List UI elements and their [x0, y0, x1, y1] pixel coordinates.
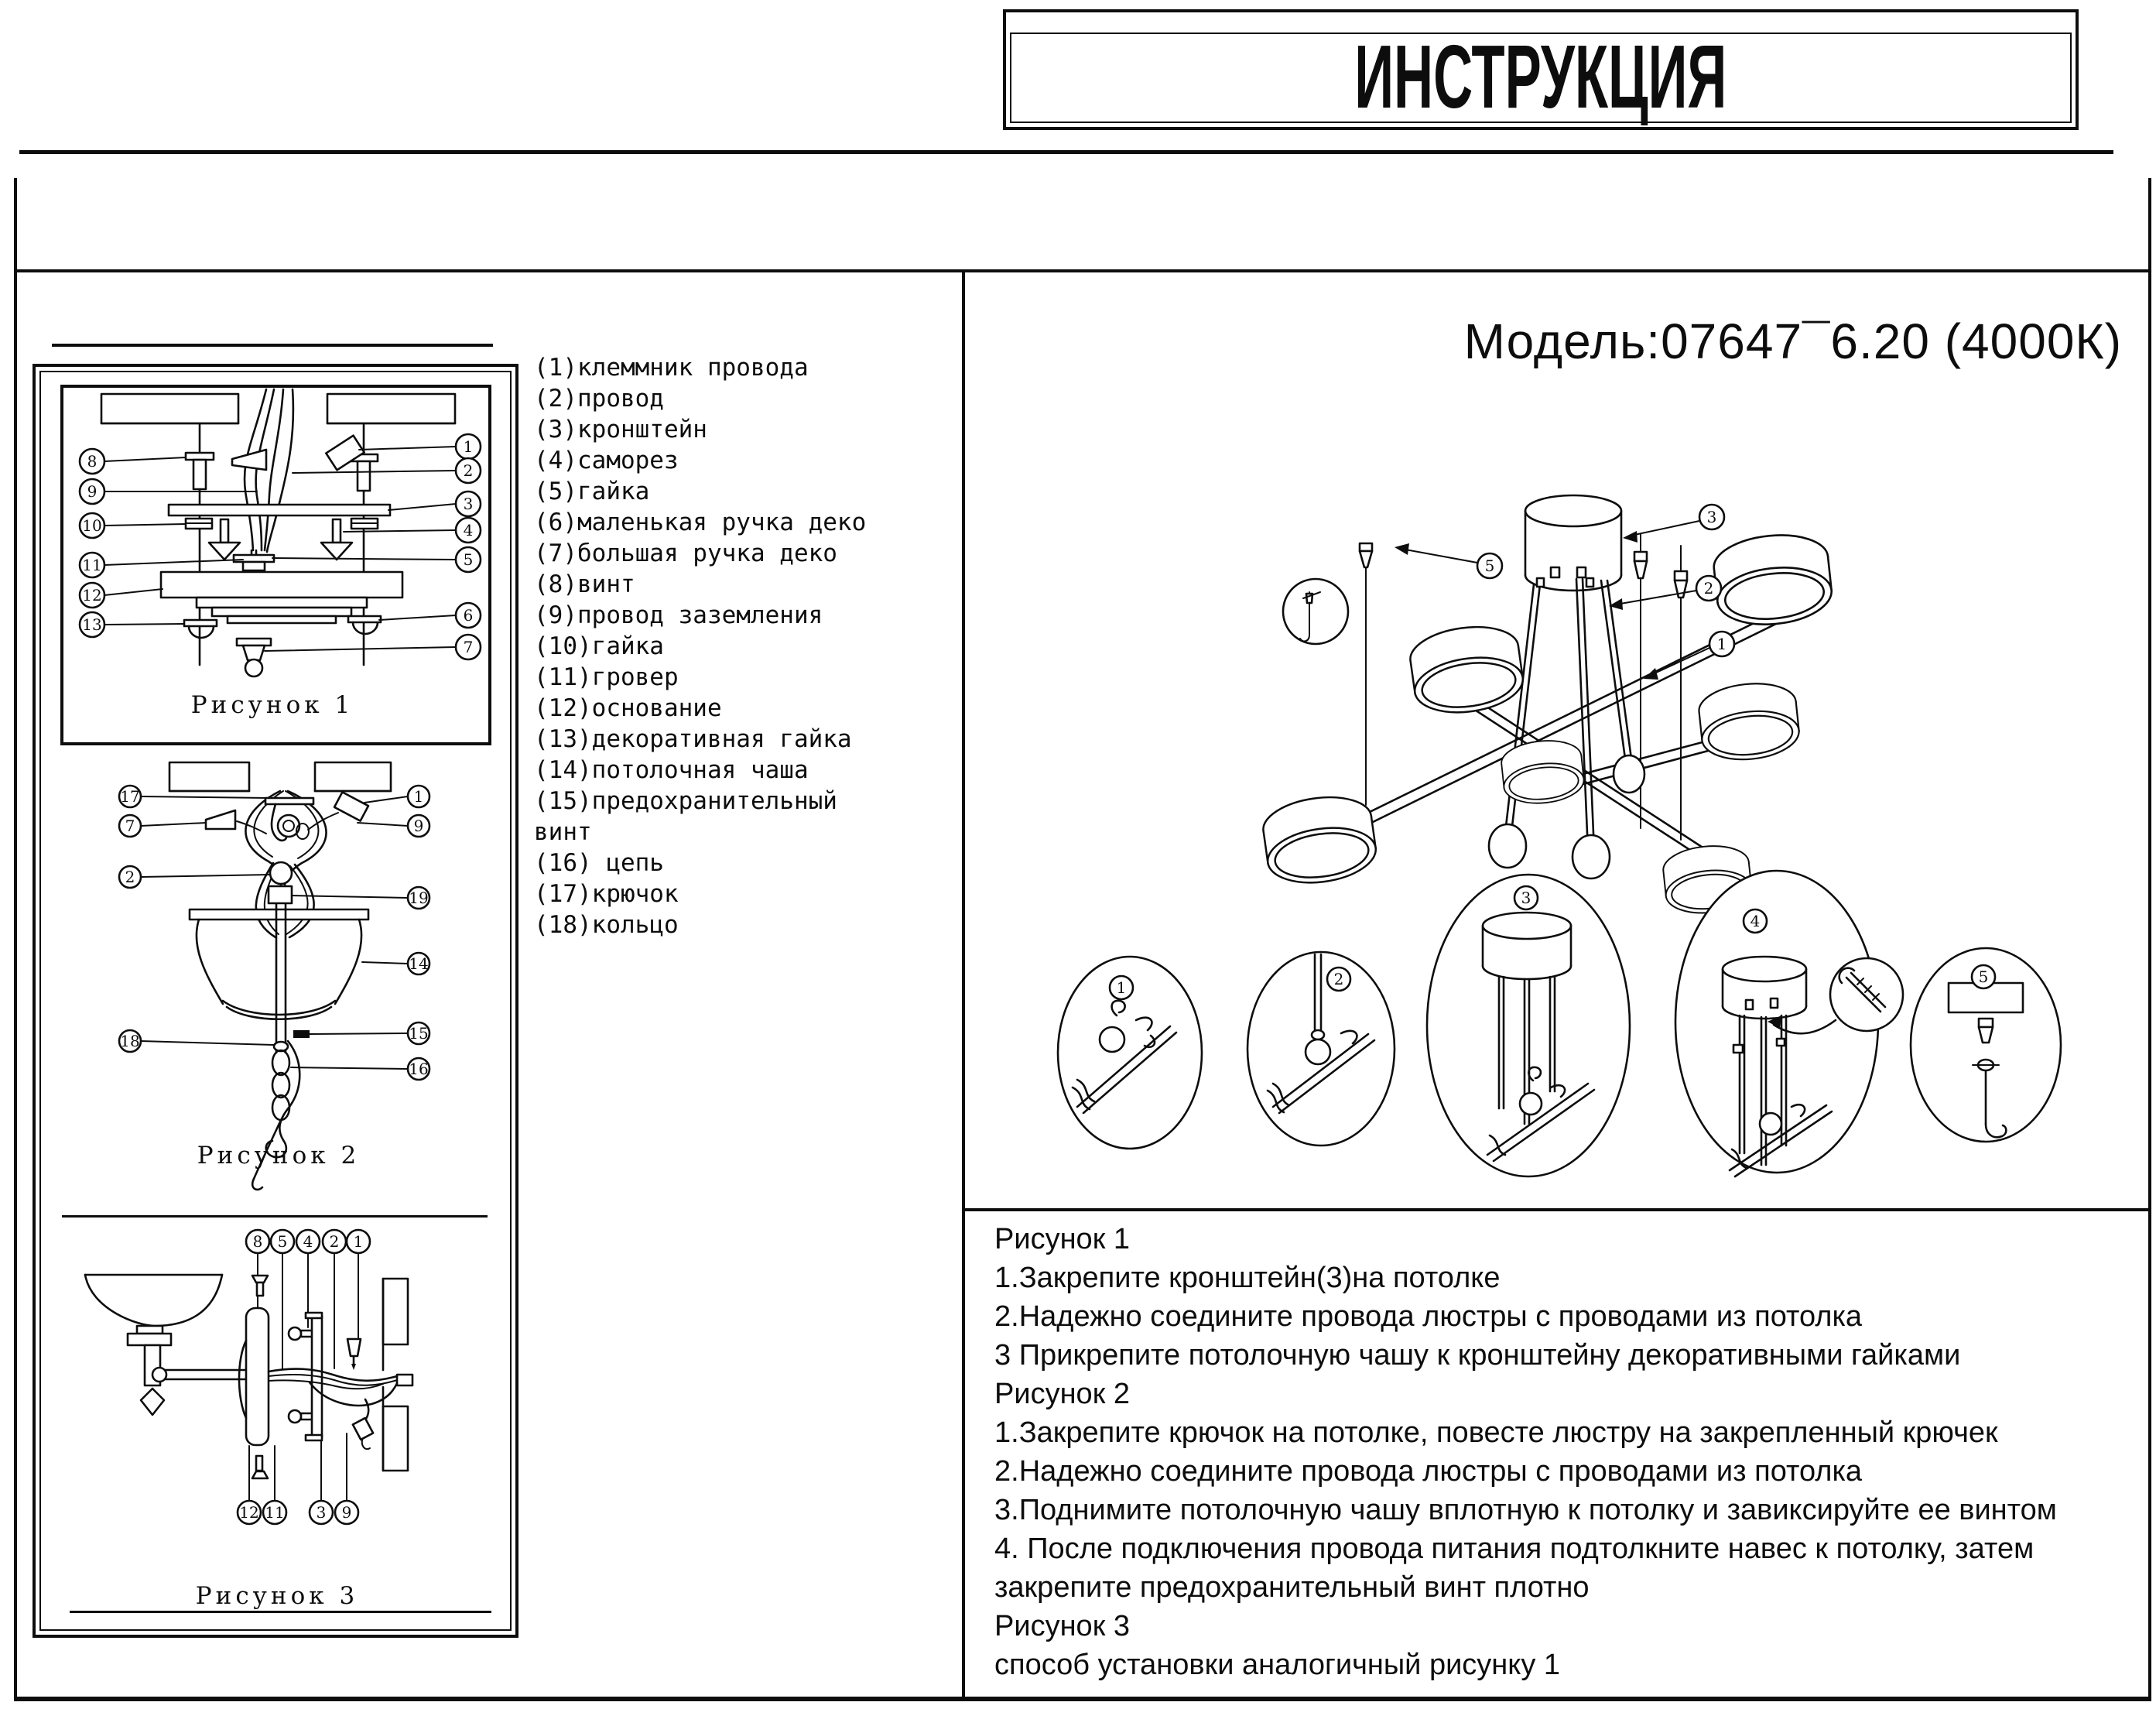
rule-bottom [14, 1697, 2151, 1701]
column-divider [962, 269, 965, 1700]
callout: 2 [125, 868, 135, 886]
lamp [1711, 530, 1834, 630]
instruction-line: 3 Прикрепите потолочную чашу к кронштейну декоративными гайками [994, 1339, 1961, 1372]
callout: 3 [463, 495, 474, 513]
model-title: Модель:07647¯6.20 (4000К) [1463, 313, 2122, 369]
callout: 12 [82, 586, 102, 604]
parts-list-item: (9)провод заземления [534, 601, 823, 629]
canopy [1525, 495, 1621, 591]
glass-bowl [85, 1275, 222, 1415]
wall-hatch [383, 1279, 412, 1471]
parts-list-item: (10)гайка [534, 632, 664, 660]
callout: 14 [409, 954, 429, 973]
fig1-callouts-right [265, 434, 481, 659]
callout: 19 [409, 889, 429, 907]
instruction-line: Рисунок 3 [994, 1610, 1131, 1642]
callout: 1 [1716, 635, 1727, 653]
parts-list-item: (6)маленькая ручка деко [534, 509, 867, 536]
parts-list-item: (13)декоративная гайка [534, 725, 852, 753]
step-oval-4 [1675, 871, 1903, 1176]
fig2-callouts-right [291, 786, 429, 1080]
collar [269, 886, 292, 903]
parts-list-item: (14)потолочная чаша [534, 756, 809, 784]
callout: 1 [463, 437, 474, 456]
stacked-plates [197, 598, 367, 623]
page-title: ИНСТРУКЦИЯ [1354, 26, 1727, 128]
callout: 5 [1484, 557, 1495, 575]
rule-top [19, 150, 2113, 154]
instruction-line: 2.Надежно соедините провода люстры с проводами из потолка [994, 1300, 1863, 1333]
rule-upper [14, 269, 2151, 272]
callout: 3 [1706, 508, 1717, 526]
wire-terminal [334, 792, 368, 820]
instruction-line: 4. После подключения провода питания подтолкните навес к потолку, затем [994, 1533, 2035, 1565]
parts-list-item: винт [534, 818, 592, 846]
callout: 17 [120, 787, 140, 806]
border-right [2148, 178, 2151, 1700]
callout: 3 [316, 1503, 327, 1522]
callout: 13 [82, 615, 102, 634]
callout: 9 [413, 817, 424, 835]
step-number: 1 [1116, 978, 1127, 997]
callout: 4 [463, 521, 474, 539]
border-left [14, 178, 17, 1700]
callout: 16 [409, 1060, 429, 1078]
step-number: 3 [1521, 889, 1531, 907]
lamp [1697, 679, 1802, 764]
ball-joint [270, 862, 292, 884]
ground-terminal [353, 1418, 373, 1440]
step-oval-2 [1247, 952, 1395, 1146]
base-plate [161, 572, 402, 598]
instruction-line: закрепите предохранительный винт плотно [994, 1571, 1590, 1604]
figure-2-diagram [46, 755, 511, 1211]
header-box [1003, 9, 2079, 130]
center-finial [237, 639, 271, 676]
installation-steps-drawing [1037, 851, 2120, 1207]
bracket [169, 505, 390, 515]
suspension-wires [1634, 534, 1687, 840]
instruction-line: 2.Надежно соедините провода люстры с проводами из потолка [994, 1455, 1863, 1488]
ceiling-hatch [101, 394, 455, 423]
callout: 15 [409, 1024, 429, 1043]
lamp [1407, 621, 1526, 719]
deco-handle-big [206, 810, 235, 829]
callout: 6 [463, 606, 474, 625]
callout: 4 [303, 1232, 313, 1251]
parts-list-item: (8)винт [534, 570, 635, 598]
mounting-plate [239, 1308, 269, 1445]
parts-list-item: (2)провод [534, 385, 664, 413]
stem-washer [234, 550, 274, 574]
figure-3-diagram [46, 1223, 511, 1632]
figure1-caption: Рисунок 1 [190, 691, 354, 719]
instruction-line: 1.Закрепите крючок на потолке, повесте люстру на закрепленный крючек [994, 1416, 1998, 1449]
callout: 2 [329, 1232, 340, 1251]
callout: 7 [125, 817, 135, 835]
instruction-line: способ установки аналогичный рисунку 1 [994, 1649, 1561, 1681]
callout: 8 [252, 1232, 263, 1251]
instruction-line: 3.Поднимите потолочную чашу вплотную к потолку и завиксируйте ее винтом [994, 1494, 2057, 1526]
callout: 12 [239, 1503, 259, 1522]
step-number: 4 [1750, 912, 1761, 930]
callout: 8 [87, 452, 98, 471]
callout: 2 [1703, 579, 1714, 598]
rule-right-pane [963, 1208, 2151, 1211]
hook-detail-circle [1283, 579, 1348, 644]
parts-list-item: (16) цепь [534, 849, 664, 877]
parts-list-item: (3)кронштейн [534, 416, 707, 444]
callout: 10 [82, 516, 102, 535]
instruction-line: Рисунок 2 [994, 1378, 1131, 1410]
callout: 1 [353, 1232, 364, 1251]
parts-list-item: (5)гайка [534, 478, 650, 505]
parts-list [534, 352, 956, 940]
figure3-caption: Рисунок 3 [195, 1582, 359, 1610]
callout: 1 [413, 787, 424, 806]
callout: 9 [87, 482, 98, 501]
parts-list-item: (17)крючок [534, 880, 679, 908]
wire-terminal [347, 1339, 361, 1370]
callout: 5 [277, 1232, 288, 1251]
callout: 7 [463, 638, 474, 656]
stem [276, 904, 286, 1053]
step-number: 2 [1333, 970, 1344, 988]
callout: 5 [463, 550, 474, 569]
parts-list-item: (7)большая ручка деко [534, 539, 837, 567]
callout: 2 [463, 461, 474, 480]
self-tapping-screws [209, 519, 352, 560]
rule-above-figures [52, 344, 493, 347]
step-oval-3 [1427, 875, 1630, 1176]
instructions [994, 1220, 2140, 1684]
safety-screw [293, 1030, 310, 1038]
fig3-callouts-bottom [238, 1501, 358, 1524]
callout: 11 [265, 1503, 285, 1522]
header-inner-frame [1010, 26, 2072, 128]
instruction-line: Рисунок 1 [994, 1223, 1131, 1255]
callout: 9 [341, 1503, 352, 1522]
ceiling-cup [190, 909, 368, 1019]
callout: 18 [120, 1032, 140, 1050]
pendant-pin [1360, 543, 1372, 805]
parts-list-item: (15)предохранительный [534, 787, 837, 815]
instruction-line: 1.Закрепите кронштейн(3)на потолке [994, 1262, 1501, 1294]
callout: 11 [82, 556, 102, 574]
step-oval-5 [1911, 948, 2061, 1142]
figure-1-diagram [63, 388, 488, 742]
ceiling-hatch [169, 762, 391, 791]
parts-list-item: (11)гровер [534, 663, 679, 691]
step-number: 5 [1978, 968, 1989, 986]
parts-list-item: (4)саморез [534, 447, 679, 474]
parts-list-item: (12)основание [534, 694, 722, 722]
step-oval-1 [1058, 957, 1202, 1149]
lamp [1500, 737, 1586, 807]
parts-list-item: (1)клеммник провода [534, 354, 809, 382]
fig3-callouts-top [246, 1230, 370, 1253]
wires [245, 389, 293, 552]
separator-fig2-fig3 [62, 1215, 488, 1218]
wires [269, 1369, 397, 1450]
deco-handle-small [232, 450, 266, 470]
nuts [186, 519, 378, 529]
parts-list-item: (18)кольцо [534, 911, 679, 939]
figure2-caption: Рисунок 2 [197, 1142, 361, 1170]
